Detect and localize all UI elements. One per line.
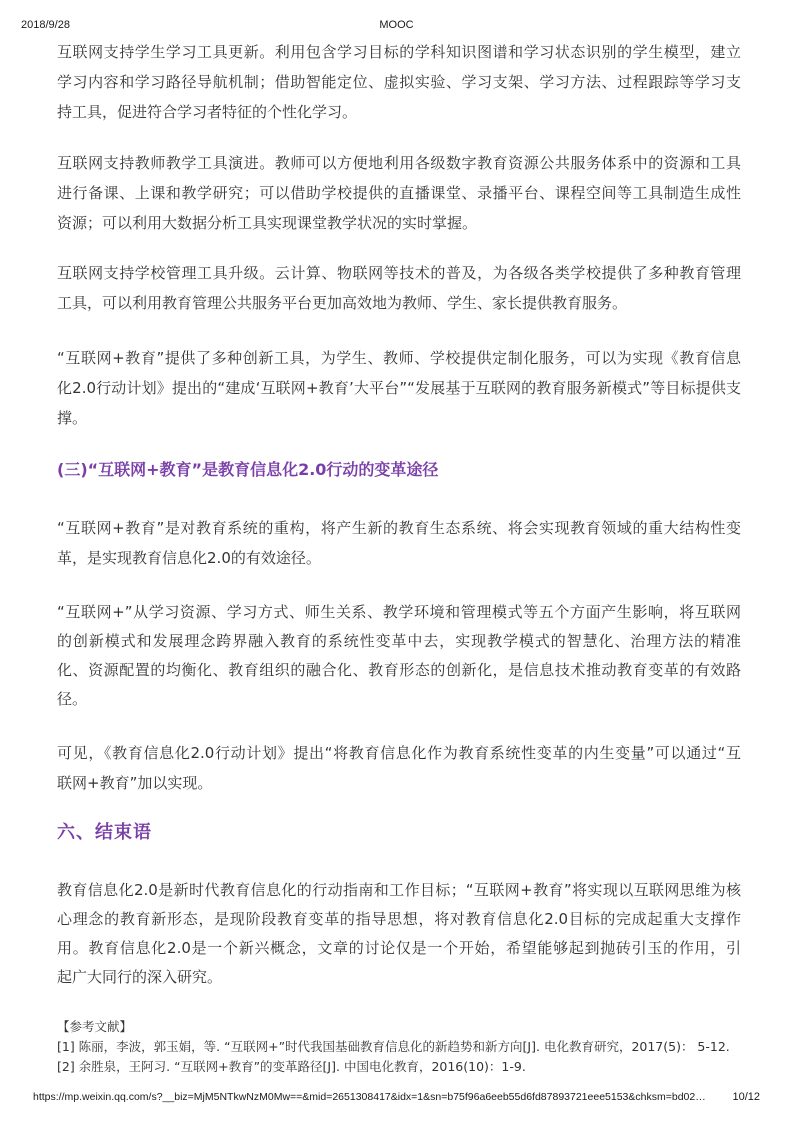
paragraph-line: 化2.0行动计划》提出的“建成‘互联网+教育’大平台”“发展基于互联网的教育服务新模式”等目标提供支 [57,379,741,397]
paragraph-line: 互联网支持学校管理工具升级。云计算、物联网等技术的普及，为各级各类学校提供了多种教育管理 [57,264,741,282]
print-url: https://mp.weixin.qq.com/s?__biz=MjM5NTkwNzM0Mw==&mid=2651308417&idx=1&sn=b75f96a6eeb55d6fd87893721eee5153&chksm=bd02… [33,1091,706,1103]
paragraph-line: 革，是实现教育信息化2.0的有效途径。 [57,549,321,567]
article-paragraph [57,343,741,433]
paragraph-line: 心理念的教育新形态，是现阶段教育变革的指导思想，将对教育信息化2.0目标的完成起重大支撑作 [57,910,741,928]
print-page-number: 10/12 [732,1091,760,1103]
paragraph-line: 的创新模式和发展理念跨界融入教育的系统性变革中去，实现教学模式的智慧化、治理方法的精准 [57,632,741,650]
paragraph-line: 起广大同行的深入研究。 [57,968,223,986]
article-paragraph [57,258,741,318]
paragraph-line: 撑。 [57,409,88,427]
paragraph-line: 持工具，促进符合学习者特征的个性化学习。 [57,103,358,121]
paragraph-line: 联网+教育”加以实现。 [57,774,213,792]
print-date: 2018/9/28 [21,19,70,31]
paragraph-line: 进行备课、上课和教学研究；可以借助学校提供的直播课堂、录播平台、课程空间等工具制造生成性 [57,184,741,202]
paragraph-line: “互联网+教育”是对教育系统的重构，将产生新的教育生态系统、将会实现教育领域的重大结构性变 [57,519,741,537]
section-heading: 六、结束语 [57,822,152,843]
paragraph-line: 用。教育信息化2.0是一个新兴概念，文章的讨论仅是一个开始，希望能够起到抛砖引玉的作用，引 [57,939,741,957]
paragraph-line: 径。 [57,690,88,708]
article-paragraph [57,876,741,992]
reference-item: [1] 陈丽，李波，郭玉娟，等. “互联网+”时代我国基础教育信息化的新趋势和新方向[J]. 电化教育研究，2017(5)： 5-12. [57,1039,730,1054]
article-paragraph [57,738,741,798]
references [57,1017,747,1077]
print-page-title: MOOC [379,19,414,31]
references-title: 【参考文献】 [57,1019,133,1034]
paragraph-line: 互联网支持教师教学工具演进。教师可以方便地利用各级数字教育资源公共服务体系中的资源和工具 [57,154,741,172]
article-paragraph [57,598,741,714]
paragraph-line: 化、资源配置的均衡化、教育组织的融合化、教育形态的创新化，是信息技术推动教育变革的有效路 [57,661,741,679]
article-paragraph [57,148,741,238]
paragraph-line: 资源；可以利用大数据分析工具实现课堂教学状况的实时掌握。 [57,214,478,232]
paragraph-line: “互联网+”从学习资源、学习方式、师生关系、教学环境和管理模式等五个方面产生影响，将互联网 [57,603,741,621]
paragraph-line: 互联网支持学生学习工具更新。利用包含学习目标的学科知识图谱和学习状态识别的学生模型，建立 [57,43,741,61]
reference-item: [2] 余胜泉，王阿习. “互联网+教育”的变革路径[J]. 中国电化教育，2016(10)：1-9. [57,1059,526,1074]
paragraph-line: 可见，《教育信息化2.0行动计划》提出“将教育信息化作为教育系统性变革的内生变量”可以通过“互 [57,744,741,762]
paragraph-line: “互联网+教育”提供了多种创新工具，为学生、教师、学校提供定制化服务，可以为实现《教育信息 [57,349,741,367]
paragraph-line: 学习内容和学习路径导航机制；借助智能定位、虚拟实验、学习支架、学习方法、过程跟踪等学习支 [57,73,741,91]
paragraph-line: 教育信息化2.0是新时代教育信息化的行动指南和工作目标；“互联网+教育”将实现以互联网思维为核 [57,881,741,899]
article-paragraph [57,37,741,127]
section-heading: (三)“互联网+教育”是教育信息化2.0行动的变革途径 [57,460,439,479]
article-paragraph [57,513,741,573]
paragraph-line: 工具，可以利用教育管理公共服务平台更加高效地为教师、学生、家长提供教育服务。 [57,294,628,312]
